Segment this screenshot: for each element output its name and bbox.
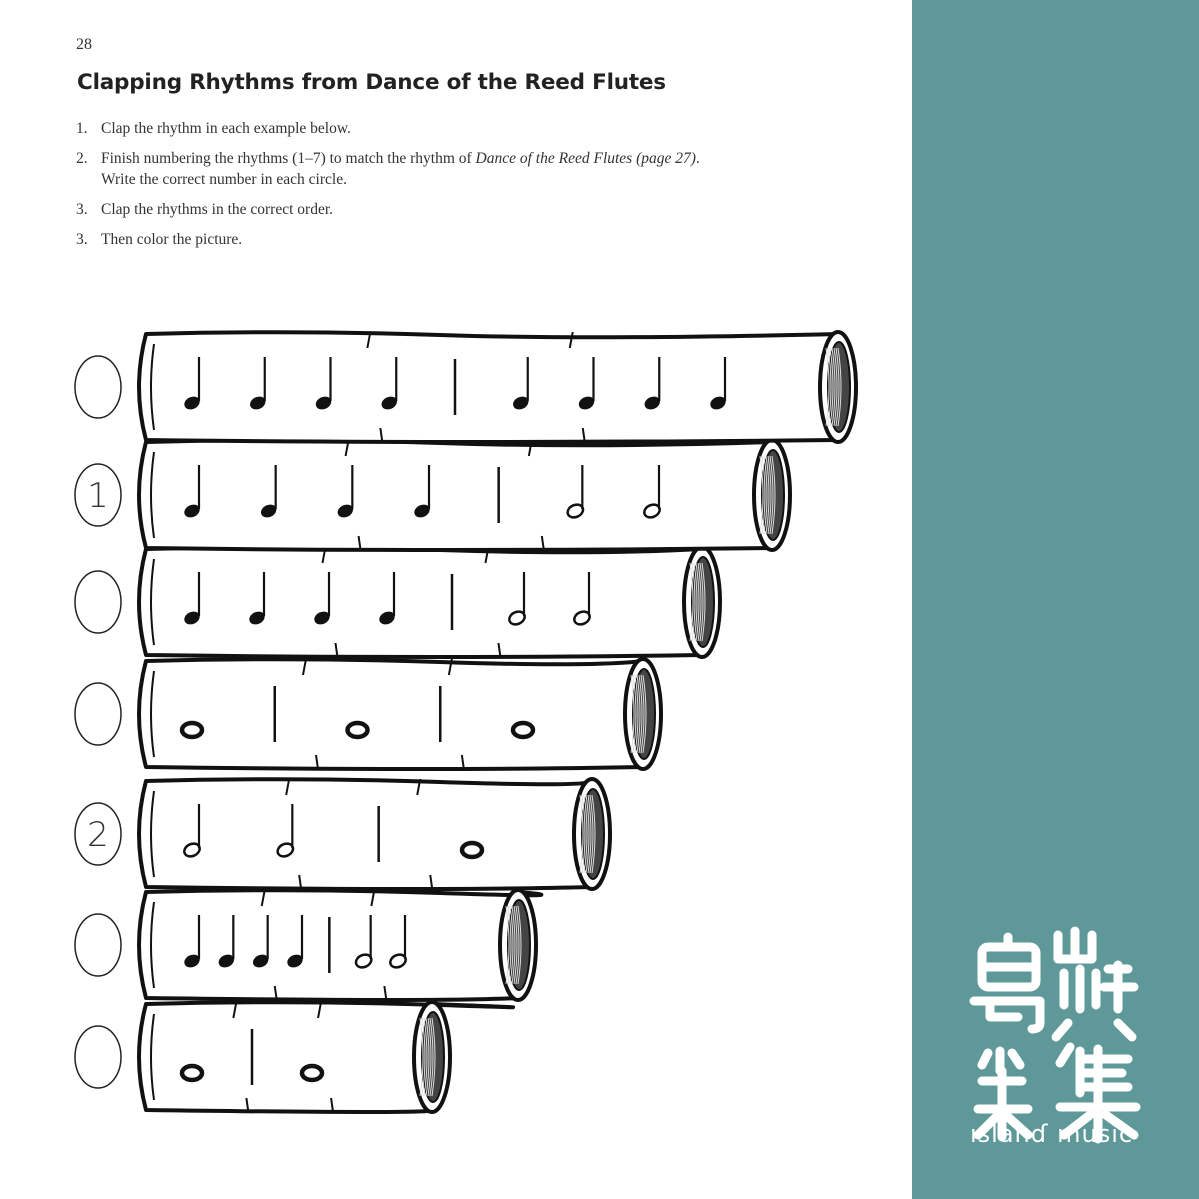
instruction-item: [76, 199, 836, 220]
whole-note: [182, 1066, 202, 1080]
whole-note: [302, 1066, 322, 1080]
instructions-list: [76, 118, 836, 259]
flute-body: [139, 659, 643, 769]
flute-body: [139, 779, 592, 889]
answer-circle: [75, 1026, 121, 1088]
answer-circle: [75, 356, 121, 418]
whole-note: [462, 843, 482, 857]
instruction-item: [76, 229, 836, 250]
reed-flute: [75, 1002, 513, 1112]
flute-body: [139, 1002, 513, 1112]
answer-number: 2: [87, 815, 109, 855]
page-number: 28: [76, 36, 92, 53]
reed-flute: [75, 332, 856, 442]
logo-text: ıslanɗ music: [970, 1120, 1134, 1148]
flute-body: [139, 332, 838, 442]
answer-number: 1: [87, 476, 109, 516]
instruction-text-part: .: [695, 150, 700, 167]
instruction-item: [76, 148, 836, 190]
reed-flute: [75, 779, 610, 889]
instruction-text-part: Finish numbering the rhythms (1–7) to match the rhythm of: [101, 150, 476, 167]
instruction-number: 3.: [76, 231, 88, 248]
page-title: Clapping Rhythms from Dance of the Reed Flutes: [77, 70, 666, 95]
answer-circle: [75, 683, 121, 745]
reed-flutes-illustration: [0, 300, 912, 1130]
reed-flute: [75, 547, 720, 657]
instruction-text: Then color the picture.: [101, 231, 243, 248]
instruction-text: [101, 148, 836, 190]
instruction-item: [76, 118, 836, 139]
flute-body: [139, 547, 702, 657]
whole-note: [182, 723, 202, 737]
reed-flute: [75, 440, 790, 550]
answer-circle: [75, 914, 121, 976]
whole-note: [513, 723, 533, 737]
piece-title: Dance of the Reed Flutes (page 27): [475, 150, 696, 167]
instruction-text-line2: Write the correct number in each circle.: [101, 171, 347, 188]
instruction-text: Clap the rhythm in each example below.: [101, 120, 351, 137]
answer-circle: [75, 571, 121, 633]
whole-note: [348, 723, 368, 737]
reed-flute: [75, 890, 541, 1000]
instruction-text: Clap the rhythms in the correct order.: [101, 201, 334, 218]
instruction-number: 2.: [76, 150, 88, 167]
instruction-number: 3.: [76, 201, 88, 218]
reed-flute: [75, 659, 661, 769]
instruction-number: 1.: [76, 120, 88, 137]
flute-body: [139, 440, 772, 550]
